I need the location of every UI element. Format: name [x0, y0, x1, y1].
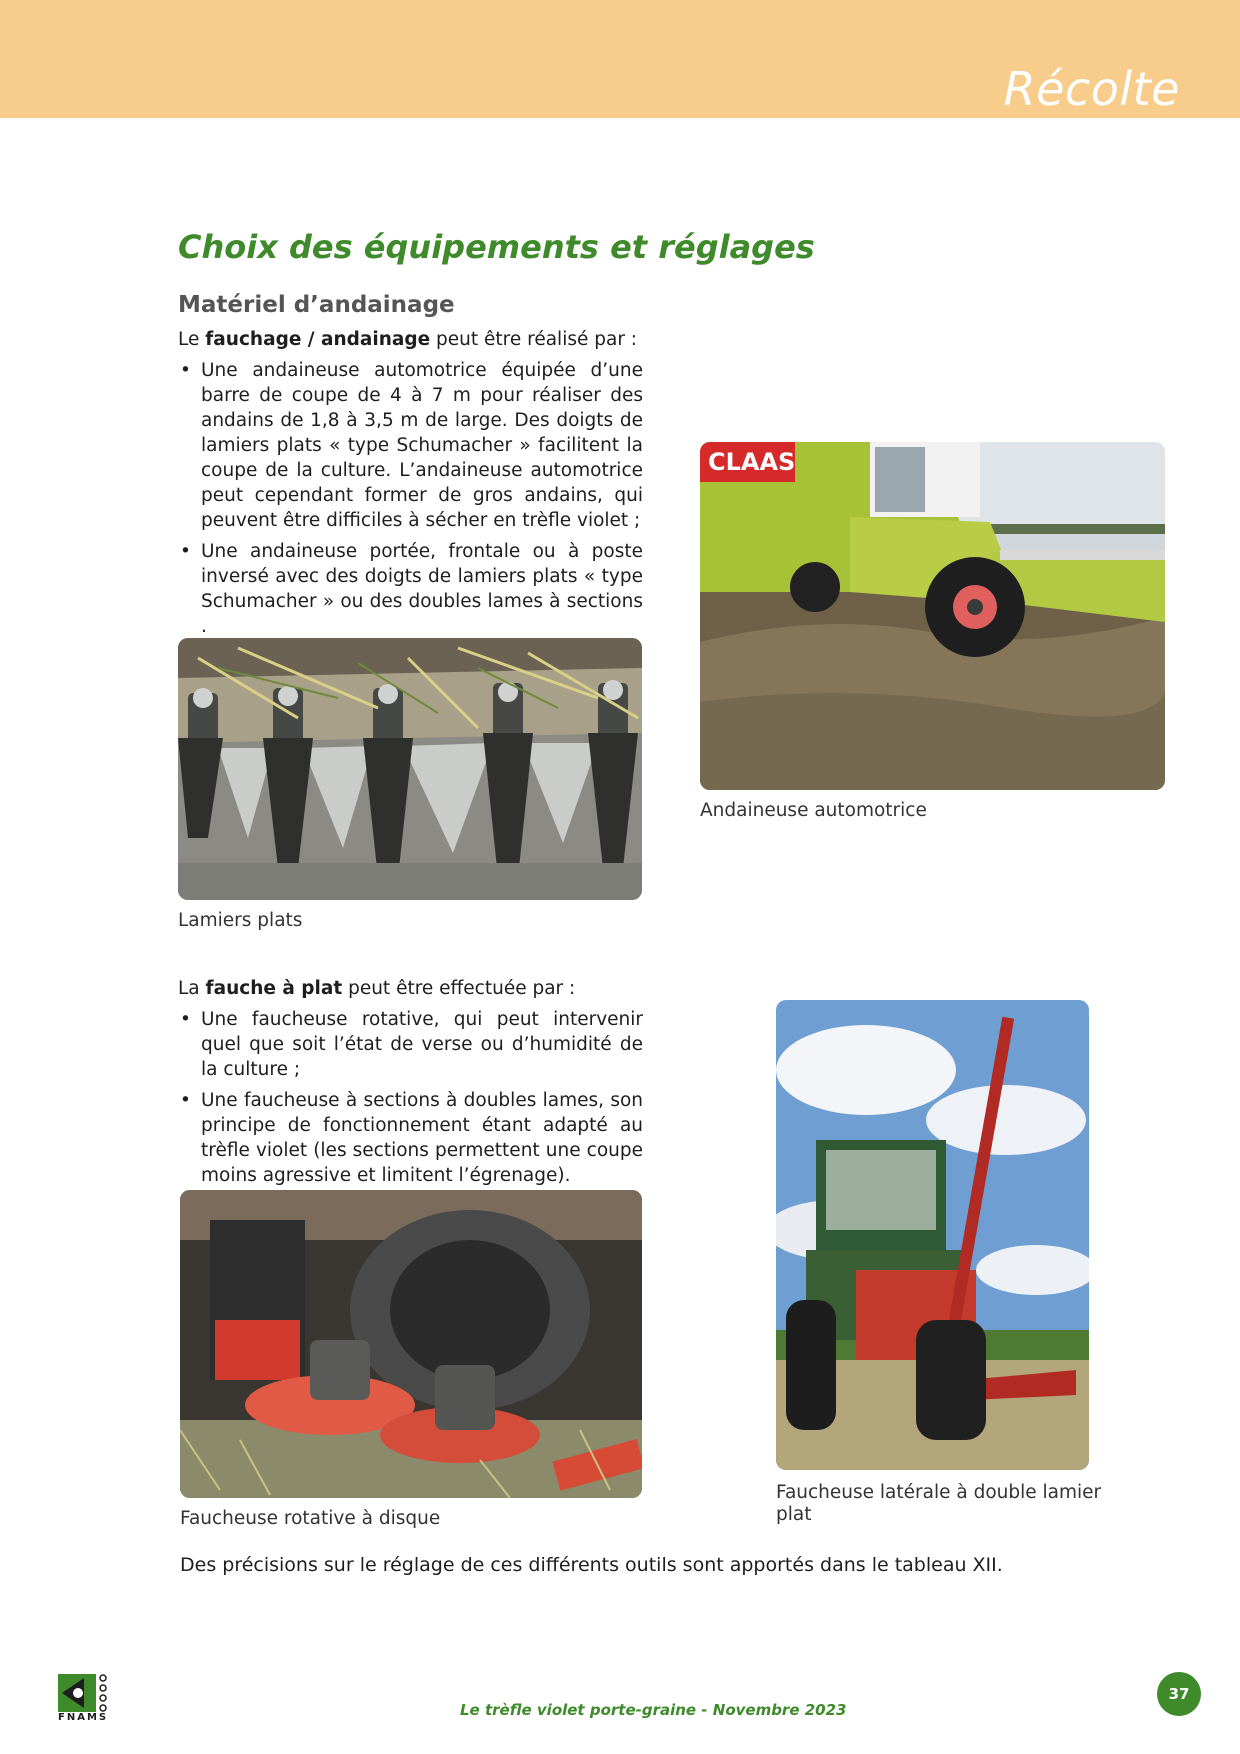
- fauche-list: [178, 1007, 643, 1188]
- intro-fauchage: Le fauchage / andainage peut être réalisé par :: [178, 329, 638, 350]
- photo-lamiers-plats: [178, 638, 642, 900]
- caption-faucheuse-laterale: Faucheuse latérale à double lamier plat: [776, 1482, 1102, 1525]
- fnams-logo-text: FNAMS: [58, 1712, 109, 1723]
- page-number: 37: [1157, 1672, 1201, 1716]
- intro-fauche: La fauche à plat peut être effectuée par :: [178, 978, 576, 999]
- photo-faucheuse-laterale: [776, 1000, 1089, 1470]
- subsection-title: Matériel d’andainage: [178, 292, 455, 318]
- footer-title: Le trèfle violet porte-graine - Novembre 2023: [460, 1701, 847, 1719]
- andainage-list: [178, 358, 643, 639]
- list-item: • Une andaineuse portée, frontale ou à poste inversé avec des doigts de lamiers plats « type Schumacher » ou des doubles lames à sections .: [180, 541, 643, 637]
- caption-andaineuse: Andaineuse automotrice: [700, 800, 927, 821]
- caption-faucheuse-rotative: Faucheuse rotative à disque: [180, 1508, 441, 1529]
- photo-andaineuse-automotrice: [700, 442, 1165, 790]
- list-item: • Une faucheuse à sections à doubles lames, son principe de fonctionnement étant adapté au trèfle violet (les sections permettent une coupe moins agressive et limitent l’égrenage).: [180, 1090, 643, 1186]
- fauche-text: [178, 976, 643, 1194]
- closing-note: Des précisions sur le réglage de ces différents outils sont apportés dans le tableau XII.: [180, 1554, 1003, 1576]
- header-section-title: Récolte: [1003, 62, 1180, 116]
- photo-faucheuse-rotative: [180, 1190, 642, 1498]
- section-title: Choix des équipements et réglages: [178, 228, 815, 266]
- list-item: • Une andaineuse automotrice équipée d’une barre de coupe de 4 à 7 m pour réaliser des andains de 1,8 à 3,5 m de large. Des doigts de lamiers plats « type Schumacher » facilitent la coupe de la culture. L’andaineuse automotrice peut cependant former de gros andains, qui peuvent être difficiles à sécher en trèfle violet ;: [180, 360, 643, 531]
- andainage-text: [178, 327, 643, 645]
- caption-lamiers: Lamiers plats: [178, 910, 303, 931]
- list-item: • Une faucheuse rotative, qui peut intervenir quel que soit l’état de verse ou d’humidité de la culture ;: [180, 1009, 643, 1080]
- claas-logo-text: CLAAS: [708, 448, 796, 476]
